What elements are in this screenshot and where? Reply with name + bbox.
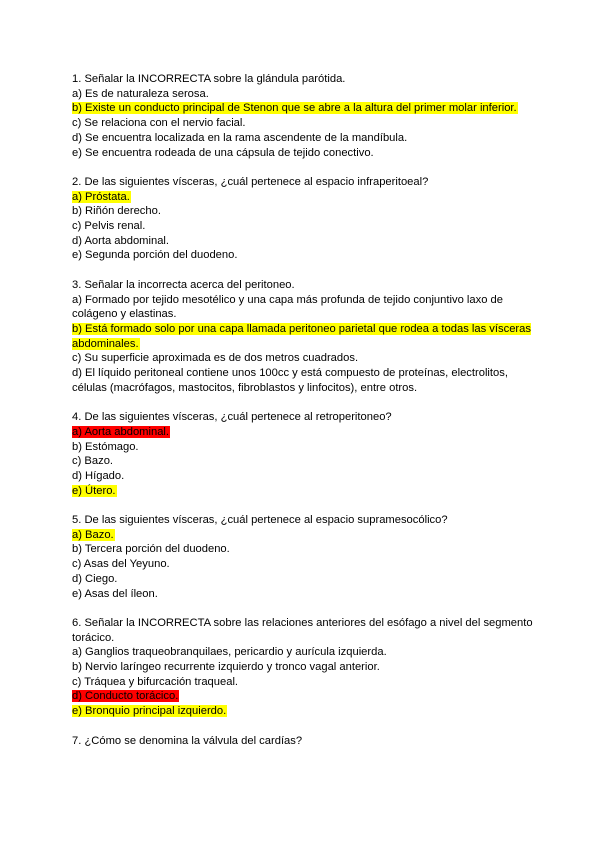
question-5	[72, 513, 542, 601]
question-6	[72, 616, 542, 719]
answer-option	[72, 116, 542, 131]
answer-option	[72, 131, 542, 146]
answer-option-text: d) Se encuentra localizada en la rama ascendente de la mandíbula.	[72, 131, 408, 144]
answer-option-text: d) El líquido peritoneal contiene unos 100cc y está compuesto de proteínas, electrolitos, células (macrófagos, mastocitos, fibroblastos y linfocitos), entre otros.	[72, 367, 508, 394]
answer-option-text: b) Existe un conducto principal de Stenon que se abre a la altura del primer molar inferior.	[72, 102, 517, 115]
answer-option-text: a) Próstata.	[72, 190, 130, 203]
answer-option	[72, 425, 542, 440]
answer-option-text: a) Formado por tejido mesotélico y una capa más profunda de tejido conjuntivo laxo de colágeno y elastinas.	[72, 293, 503, 321]
answer-option	[72, 293, 542, 322]
answer-option	[72, 572, 542, 587]
answer-option	[72, 689, 542, 704]
answer-option	[72, 146, 542, 161]
question-2	[72, 175, 542, 263]
document-page	[72, 72, 542, 763]
answer-option	[72, 366, 542, 395]
answer-option-text: c) Bazo.	[72, 455, 114, 468]
question-stem: 6. Señalar la INCORRECTA sobre las relaciones anteriores del esófago a nivel del segmento torácico.	[72, 616, 533, 644]
answer-option-text: e) Se encuentra rodeada de una cápsula de tejido conectivo.	[72, 146, 374, 159]
answer-option-text: d) Conducto torácico.	[72, 690, 179, 703]
question-7	[72, 734, 542, 749]
question-3	[72, 278, 542, 396]
answer-option-text: d) Hígado.	[72, 469, 125, 482]
answer-option	[72, 234, 542, 249]
answer-option-text: c) Pelvis renal.	[72, 220, 146, 233]
answer-option-text: b) Riñón derecho.	[72, 205, 161, 218]
answer-option-text: c) Tráquea y bifurcación traqueal.	[72, 675, 239, 688]
answer-option	[72, 322, 542, 351]
answer-option	[72, 587, 542, 602]
answer-option-text: e) Útero.	[72, 484, 116, 497]
answer-option	[72, 484, 542, 499]
question-stem: 1. Señalar la INCORRECTA sobre la glándula parótida.	[72, 73, 346, 85]
question-stem: 5. De las siguientes vísceras, ¿cuál pertenece al espacio supramesocólico?	[72, 514, 448, 527]
answer-option-text: d) Aorta abdominal.	[72, 234, 170, 247]
answer-option-text: c) Asas del Yeyuno.	[72, 558, 170, 571]
answer-option	[72, 454, 542, 469]
answer-option	[72, 87, 542, 102]
answer-option-text: c) Se relaciona con el nervio facial.	[72, 117, 246, 130]
answer-option	[72, 204, 542, 219]
question-stem: 7. ¿Cómo se denomina la válvula del cardías?	[72, 734, 303, 747]
answer-option-text: b) Estómago.	[72, 440, 139, 453]
answer-option	[72, 704, 542, 719]
answer-option-text: b) Está formado solo por una capa llamada peritoneo parietal que rodea a todas las vísceras abdominales.	[72, 322, 531, 350]
question-4	[72, 410, 542, 498]
answer-option-text: a) Ganglios traqueobranquilaes, pericardio y aurícula izquierda.	[72, 646, 387, 659]
question-stem: 3. Señalar la incorrecta acerca del peritoneo.	[72, 278, 295, 291]
answer-option	[72, 660, 542, 675]
answer-option-text: a) Bazo.	[72, 528, 114, 541]
question-1	[72, 72, 542, 160]
answer-option-text: a) Es de naturaleza serosa.	[72, 87, 209, 100]
answer-option	[72, 557, 542, 572]
answer-option	[72, 542, 542, 557]
answer-option-text: e) Bronquio principal izquierdo.	[72, 705, 227, 718]
answer-option-text: e) Segunda porción del duodeno.	[72, 249, 238, 262]
answer-option-text: a) Aorta abdominal.	[72, 425, 170, 438]
answer-option-text: e) Asas del íleon.	[72, 587, 158, 600]
answer-option	[72, 248, 542, 263]
answer-option-text: b) Tercera porción del duodeno.	[72, 543, 230, 556]
answer-option	[72, 440, 542, 455]
answer-option	[72, 469, 542, 484]
answer-option	[72, 190, 542, 205]
answer-option-text: c) Su superficie aproximada es de dos metros cuadrados.	[72, 352, 359, 365]
answer-option	[72, 675, 542, 690]
answer-option	[72, 101, 542, 116]
answer-option-text: b) Nervio laríngeo recurrente izquierdo y tronco vagal anterior.	[72, 661, 380, 674]
answer-option	[72, 219, 542, 234]
question-stem: 4. De las siguientes vísceras, ¿cuál pertenece al retroperitoneo?	[72, 411, 392, 424]
answer-option	[72, 528, 542, 543]
answer-option	[72, 645, 542, 660]
answer-option	[72, 351, 542, 366]
answer-option-text: d) Ciego.	[72, 572, 118, 585]
question-stem: 2. De las siguientes vísceras, ¿cuál pertenece al espacio infraperitoeal?	[72, 175, 429, 188]
